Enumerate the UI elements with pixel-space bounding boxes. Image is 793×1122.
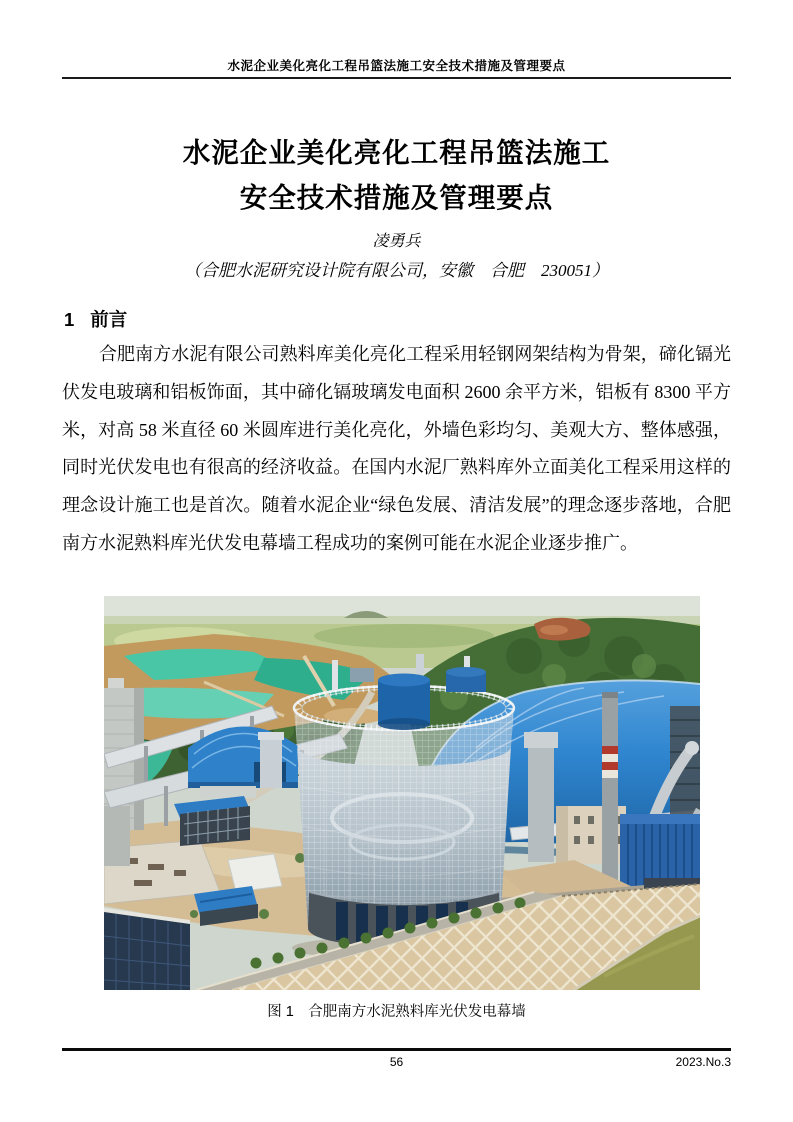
header-divider (62, 77, 731, 79)
intro-paragraph: 合肥南方水泥有限公司熟料库美化亮化工程采用轻钢网架结构为骨架，碲化镉光伏发电玻璃和铝板饰面，其中碲化镉玻璃发电面积 2600 余平方米，铝板有 8300 平方米，对高 58 米直径 60 米圆库进行美化亮化，外墙色彩均匀、美观大方、整体感强，同时光伏发电也有很高的经济收益。在国内水泥厂熟料库外立面美化工程采用这样的理念设计施工也是首次。随着水泥企业“绿色发展、清洁发展”的理念逐步落地，合肥南方水泥熟料库光伏发电幕墙工程成功的案例可能在水泥企业逐步推广。 (62, 344, 731, 553)
page-title-line1: 水泥企业美化亮化工程吊篮法施工 (182, 137, 611, 168)
footer-divider (62, 1048, 731, 1051)
page-title-line2: 安全技术措施及管理要点 (239, 182, 554, 213)
author-affiliation: （合肥水泥研究设计院有限公司，安徽 合肥 230051） (184, 261, 609, 280)
section-number: 1 (64, 309, 75, 330)
figure1-photo (104, 596, 700, 990)
section-title: 前言 (90, 309, 128, 330)
running-header: 水泥企业美化亮化工程吊篮法施工安全技术措施及管理要点 (227, 59, 566, 73)
figure1-caption: 图 1 合肥南方水泥熟料库光伏发电幕墙 (267, 1004, 526, 1020)
section-heading-1 (64, 306, 127, 332)
page-number: 56 (389, 1055, 404, 1069)
author-name: 凌勇兵 (372, 233, 421, 250)
page-title (0, 130, 793, 220)
plant-aerial-photo-illustration (104, 596, 700, 990)
issue-label: 2023.No.3 (675, 1055, 731, 1069)
